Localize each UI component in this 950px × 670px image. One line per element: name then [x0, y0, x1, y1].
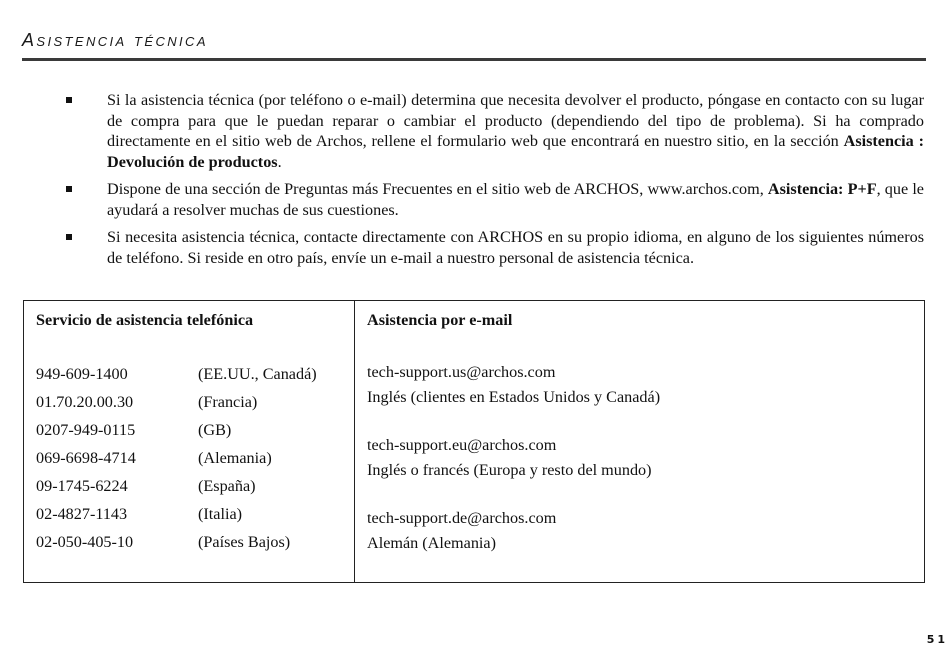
phone-row: [36, 388, 354, 416]
bullet-text-part: Si necesita asistencia técnica, contacte directamente con ARCHOS en su propio idioma, en alguno de los siguientes números de teléfono. Si reside en otro país, envíe un e-mail a nuestro personal de asistencia técnica.: [107, 228, 924, 267]
phone-support-column: [24, 301, 355, 582]
bullet-item-return-policy: [64, 90, 924, 172]
phone-region: (Francia): [198, 393, 258, 411]
email-description: Alemán (Alemania): [367, 533, 496, 552]
email-entry: [367, 506, 924, 555]
square-bullet-icon: [66, 186, 72, 192]
bullet-text: [107, 91, 924, 171]
email-support-heading: Asistencia por e-mail: [367, 311, 513, 329]
page-number: 51: [926, 633, 948, 646]
square-bullet-icon: [66, 234, 72, 240]
bullet-text-part: , que le ayudará a resolver muchas de sus cuestiones.: [107, 180, 924, 219]
phone-number: 069-6698-4714: [36, 449, 136, 467]
phone-number: 02-050-405-10: [36, 533, 134, 551]
phone-row: [36, 472, 354, 500]
phone-region: (Alemania): [198, 449, 272, 467]
bullet-text-part: Si la asistencia técnica (por teléfono o e-mail) determina que necesita devolver el producto, póngase en contacto con su lugar de compra para que le puedan reparar o cambiar el producto (dependiendo del tipo de problema). Si ha comprado directamente en el sitio web de Archos, rellene el formulario web que encontrará en nuestro sitio, en la sección: [107, 91, 924, 150]
bullet-item-contact: [64, 227, 924, 268]
title-divider: [22, 58, 926, 61]
page-title: Asistencia técnica: [22, 30, 208, 50]
phone-row: [36, 360, 354, 388]
phone-row: [36, 444, 354, 472]
email-entry: [367, 360, 924, 409]
phone-row: [36, 500, 354, 528]
email-description: Inglés o francés (Europa y resto del mundo): [367, 460, 652, 479]
phone-region: (Italia): [198, 505, 243, 523]
phone-region: (España): [198, 477, 256, 495]
square-bullet-icon: [66, 97, 72, 103]
phone-number: 02-4827-1143: [36, 505, 128, 523]
phone-support-heading: Servicio de asistencia telefónica: [36, 311, 254, 329]
bullet-text-part-bold: Asistencia : Devolución de productos: [107, 132, 925, 171]
email-description: Inglés (clientes en Estados Unidos y Canadá): [367, 387, 661, 406]
phone-region: (Países Bajos): [198, 533, 291, 551]
phone-region: (EE.UU., Canadá): [198, 365, 317, 383]
phone-region: (GB): [198, 421, 232, 439]
phone-row: [36, 528, 354, 556]
email-support-column: [355, 301, 924, 582]
phone-number: 0207-949-0115: [36, 421, 136, 439]
email-address: tech-support.de@archos.com: [367, 509, 557, 527]
phone-number: 09-1745-6224: [36, 477, 128, 495]
support-contact-table: [23, 300, 925, 583]
phone-number: 949-609-1400: [36, 365, 128, 383]
bullet-list: [64, 90, 924, 275]
bullet-text-part-bold: Asistencia: P+F: [767, 180, 877, 198]
bullet-text-part: .: [277, 152, 282, 171]
phone-row: [36, 416, 354, 444]
bullet-text: [107, 180, 924, 219]
phone-number: 01.70.20.00.30: [36, 393, 134, 411]
bullet-text: [107, 228, 924, 267]
email-entry: [367, 433, 924, 482]
email-address: tech-support.us@archos.com: [367, 363, 556, 381]
email-address: tech-support.eu@archos.com: [367, 436, 557, 454]
bullet-text-part: Dispone de una sección de Preguntas más Frecuentes en el sitio web de ARCHOS, www.archos.com,: [107, 180, 768, 198]
bullet-item-faq: [64, 179, 924, 220]
